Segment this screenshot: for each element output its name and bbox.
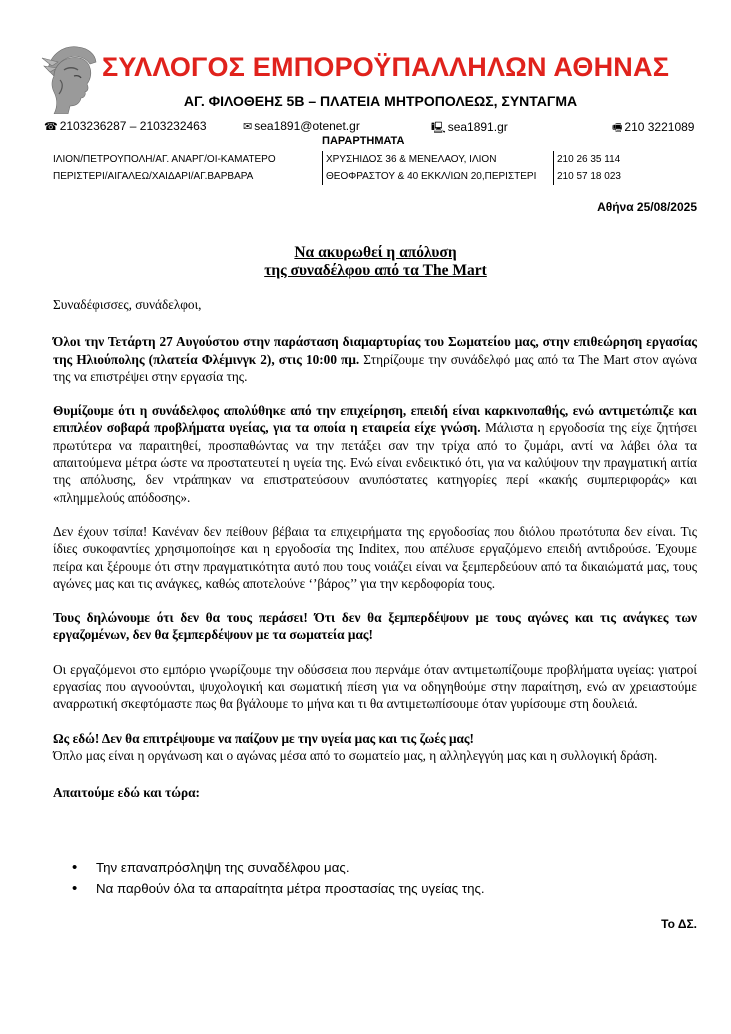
paragraph-dismissal — [53, 402, 697, 506]
paragraph-dismissal-text: Μάλιστα η εργοδοσία της είχε ζητήσει πρωτύτερα να παραιτηθεί, προσπαθώντας να την πετάξει σαν την τρίχα από το ζυμάρι, αντί να λάβει όλα τα απαιτούμενα μέτρα ώστε να προστατευτεί η υγεία της. Ενώ είναι ενδεικτικό ότι, για να καλύψουν την πραγματική αιτία της απόλυσης, δεν ντράπηκαν να επιστρατεύσουν ανυπόστατες κατηγορίες περί «κακής συμπεριφοράς» και «πλημμελούς απόδοσης». — [53, 420, 697, 505]
title-line-1: Να ακυρωθεί η απόλυση — [294, 244, 457, 261]
fax-contact — [612, 119, 694, 138]
org-title: ΣΥΛΛΟΓΟΣ ΕΜΠΟΡΟΫΠΑΛΛΗΛΩΝ ΑΘΗΝΑΣ — [102, 52, 670, 82]
branch-phone: 210 57 18 023 — [557, 171, 621, 182]
computer-icon: 🖳 — [431, 122, 446, 134]
demand-item: • Να παρθούν όλα τα απαραίτητα μέτρα προστασίας της υγείας της. — [72, 878, 485, 899]
paragraph-enough-bold: Ως εδώ! Δεν θα επιτρέψουμε να παίζουν με την υγεία μας και τις ζωές μας! — [53, 730, 474, 746]
paragraph-employer: Δεν έχουν τσίπα! Κανέναν δεν πείθουν βέβαια τα επιχειρήματα της εργοδοσίας που διόλου πρωτότυπα δεν είναι. Τις ίδιες συκοφαντίες χρησιμοποίησε και η εργοδοσία της Inditex, που απέλυσε εργαζόμενο επειδή αντιδρούσε. Έχουμε πείρα και ξέρουμε ότι στην πραγματικότητα αυτό που τους νοιάζει είναι να ξεμπερδεύουν από τα δικαιώματά μας, τους αγώνες μας και τις ανάγκες, καθώς αποτελούνε ‘’βάρος’’ για την κερδοφορία τους. — [53, 523, 697, 591]
paragraph-declaration — [53, 609, 697, 644]
branch-row — [50, 151, 630, 168]
paragraph-workers: Οι εργαζόμενοι στο εμπόριο γνωρίζουμε την οδύσσεια που περνάμε όταν αντιμετωπίζουμε προβλήματα υγείας: γιατροί εργασίας που αγνοούνται, ψυχολογική και σωματική πίεση για να οδηγηθούμε στην παραίτηση, ενώ αν χρειαστούμε αναρρωτική σκεφτόμαστε πως θα βγάλουμε το μήνα και τι θα αντιμετωπίσουμε όταν γυρίσουμε στη δουλειά. — [53, 661, 697, 712]
branch-address: ΧΡΥΣΗΙΔΟΣ 36 & ΜΕΝΕΛΑΟΥ, ΙΛΙΟΝ — [323, 151, 554, 168]
branch-phone: 210 26 35 114 — [557, 154, 621, 165]
paragraph-dismissal-bold: Θυμίζουμε ότι η συνάδελφος απολύθηκε από την επιχείρηση, επειδή είναι καρκινοπαθής, ενώ αντιμετώπιζε και επιπλέον σοβαρά προβλήματα υγείας, για τα οποία η εταιρεία είχε γνώση. — [53, 403, 697, 436]
branch-row — [50, 168, 630, 185]
email-address: sea1891@otenet.gr — [254, 119, 360, 133]
branches-table — [50, 151, 630, 185]
document-title — [0, 244, 731, 280]
org-address: ΑΓ. ΦΙΛΟΘΕΗΣ 5Β – ΠΛΑΤΕΙΑ ΜΗΤΡΟΠΟΛΕΩΣ, ΣΥΝΤΑΓΜΑ — [183, 93, 578, 109]
branch-address: ΘΕΟΦΡΑΣΤΟΥ & 40 ΕΚΚΛ/ΙΩΝ 20,ΠΕΡΙΣΤΕΡΙ — [323, 168, 554, 185]
paragraph-enough — [53, 730, 697, 765]
branches-title: ΠΑΡΑΡΤΗΜΑΤΑ — [322, 135, 405, 147]
email-contact — [243, 119, 360, 133]
phone-numbers: 2103236287 – 2103232463 — [59, 119, 207, 133]
demands-list — [72, 857, 485, 899]
paragraph-protest — [53, 333, 697, 385]
paragraph-enough-text: Όπλο μας είναι η οργάνωση και ο αγώνας μέσα από το σωματείο μας, η αλληλεγγύη μας και η συλλογική δράση. — [53, 747, 658, 763]
email-icon: ✉ — [243, 121, 253, 133]
website-address: sea1891.gr — [447, 120, 508, 134]
branch-areas: ΠΕΡΙΣΤΕΡΙ/ΑΙΓΑΛΕΩ/ΧΑΙΔΑΡΙ/ΑΓ.ΒΑΡΒΑΡΑ — [50, 168, 323, 185]
greeting: Συναδέφισσες, συνάδελφοι, — [53, 297, 202, 312]
phone-contact — [44, 119, 207, 133]
demand-item: • Την επαναπρόσληψη της συναδέλφου μας. — [72, 857, 485, 878]
fax-number: 210 3221089 — [624, 120, 695, 134]
signature: Το ΔΣ. — [661, 917, 697, 931]
demands-title-bold: Απαιτούμε εδώ και τώρα: — [53, 785, 200, 801]
demands-title — [53, 784, 697, 801]
paragraph-declaration-bold: Τους δηλώνουμε ότι δεν θα τους περάσει! Ότι δεν θα ξεμπερδέψουν με τους αγώνες και τις ανάγκες των εργαζομένων, δεν θα ξεμπερδέψουν με τα σωματεία μας! — [53, 610, 697, 643]
phone-icon: ☎ — [44, 121, 58, 133]
document-body — [53, 296, 697, 819]
website-contact — [431, 119, 508, 138]
branch-areas: ΙΛΙΟΝ/ΠΕΤΡΟΥΠΟΛΗ/ΑΓ. ΑΝΑΡΓ/ΟΙ-ΚΑΜΑΤΕΡΟ — [50, 151, 323, 168]
document-date: Αθήνα 25/08/2025 — [597, 200, 697, 214]
paragraph-protest-bold: Όλοι την Τετάρτη 27 Αυγούστου στην παράσταση διαμαρτυρίας του Σωματείου μας, στην επιθεώρηση εργασίας της Ηλιούπολης (πλατεία Φλέμινγκ 2), στις 10:00 πμ. — [53, 334, 697, 367]
title-line-2: της συναδέλφου από τα The Mart — [264, 262, 487, 279]
fax-icon: 🖷 — [612, 122, 623, 134]
paragraph-protest-text: Στηρίζουμε την συνάδελφό μας από τα The Mart στον αγώνα της να επιστρέψει στην εργασία της. — [53, 351, 697, 384]
